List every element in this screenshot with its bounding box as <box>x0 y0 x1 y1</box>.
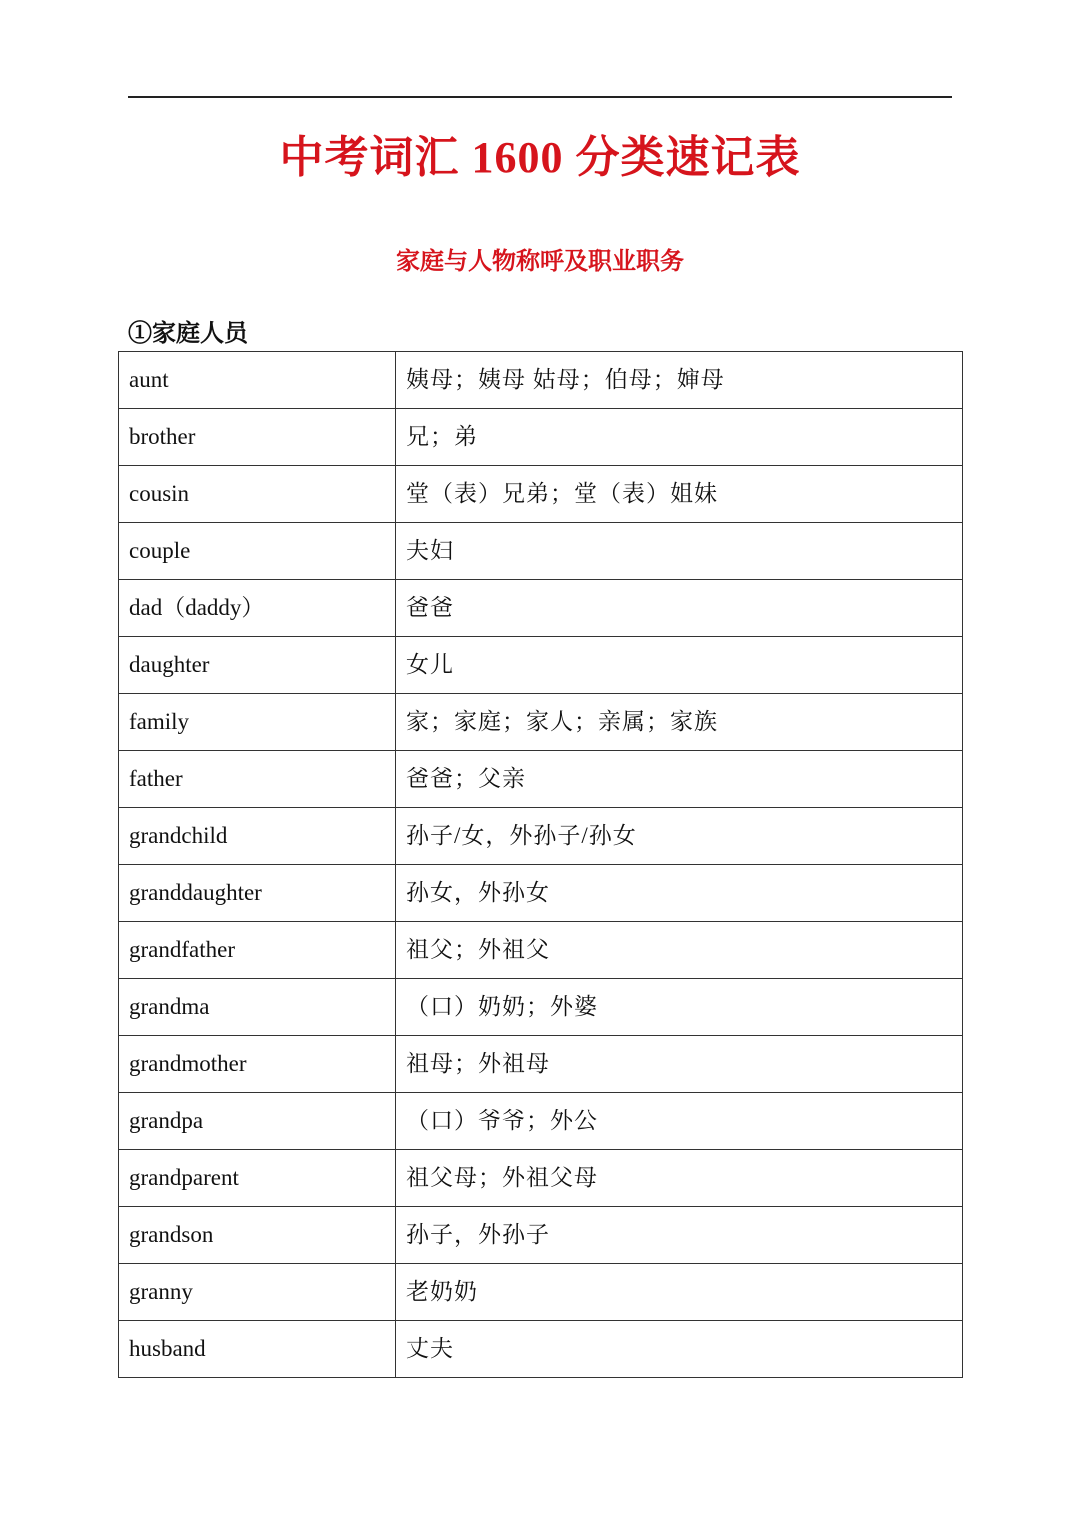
meaning-cell: 祖父母；外祖父母 <box>396 1150 963 1207</box>
table-row <box>119 637 963 694</box>
meaning-cell: 祖母；外祖母 <box>396 1036 963 1093</box>
meaning-cell: 姨母；姨母 姑母；伯母；婶母 <box>396 352 963 409</box>
table-row <box>119 1321 963 1378</box>
word-cell: grandson <box>119 1207 396 1264</box>
meaning-cell: 女儿 <box>396 637 963 694</box>
vocabulary-table-body <box>119 352 963 1378</box>
meaning-cell: 家；家庭；家人；亲属；家族 <box>396 694 963 751</box>
table-row <box>119 523 963 580</box>
table-row <box>119 466 963 523</box>
meaning-cell: 孙女，外孙女 <box>396 865 963 922</box>
table-row <box>119 1264 963 1321</box>
word-cell: granddaughter <box>119 865 396 922</box>
table-row <box>119 1150 963 1207</box>
meaning-cell: 老奶奶 <box>396 1264 963 1321</box>
word-cell: husband <box>119 1321 396 1378</box>
table-row <box>119 352 963 409</box>
section-heading: ①家庭人员 <box>128 321 248 347</box>
table-row <box>119 922 963 979</box>
document-subtitle: 家庭与人物称呼及职业职务 <box>396 249 684 275</box>
meaning-cell: 孙子/女，外孙子/孙女 <box>396 808 963 865</box>
meaning-cell: 兄；弟 <box>396 409 963 466</box>
table-row <box>119 694 963 751</box>
word-cell: grandma <box>119 979 396 1036</box>
word-cell: couple <box>119 523 396 580</box>
word-cell: grandparent <box>119 1150 396 1207</box>
word-cell: family <box>119 694 396 751</box>
word-cell: aunt <box>119 352 396 409</box>
table-row <box>119 1093 963 1150</box>
word-cell: grandmother <box>119 1036 396 1093</box>
word-cell: grandpa <box>119 1093 396 1150</box>
table-row <box>119 808 963 865</box>
table-row <box>119 751 963 808</box>
table-row <box>119 865 963 922</box>
document-title: 中考词汇 1600 分类速记表 <box>279 133 801 182</box>
table-row <box>119 1036 963 1093</box>
word-cell: daughter <box>119 637 396 694</box>
table-row <box>119 580 963 637</box>
word-cell: grandfather <box>119 922 396 979</box>
header-rule <box>128 96 952 98</box>
meaning-cell: （口）奶奶；外婆 <box>396 979 963 1036</box>
word-cell: dad（daddy） <box>119 580 396 637</box>
word-cell: granny <box>119 1264 396 1321</box>
word-cell: brother <box>119 409 396 466</box>
word-cell: cousin <box>119 466 396 523</box>
meaning-cell: 孙子，外孙子 <box>396 1207 963 1264</box>
vocabulary-table <box>118 351 963 1378</box>
table-row <box>119 979 963 1036</box>
meaning-cell: 夫妇 <box>396 523 963 580</box>
meaning-cell: 祖父；外祖父 <box>396 922 963 979</box>
meaning-cell: 堂（表）兄弟；堂（表）姐妹 <box>396 466 963 523</box>
table-row <box>119 1207 963 1264</box>
word-cell: grandchild <box>119 808 396 865</box>
meaning-cell: 丈夫 <box>396 1321 963 1378</box>
meaning-cell: 爸爸 <box>396 580 963 637</box>
meaning-cell: 爸爸；父亲 <box>396 751 963 808</box>
meaning-cell: （口）爷爷；外公 <box>396 1093 963 1150</box>
word-cell: father <box>119 751 396 808</box>
table-row <box>119 409 963 466</box>
